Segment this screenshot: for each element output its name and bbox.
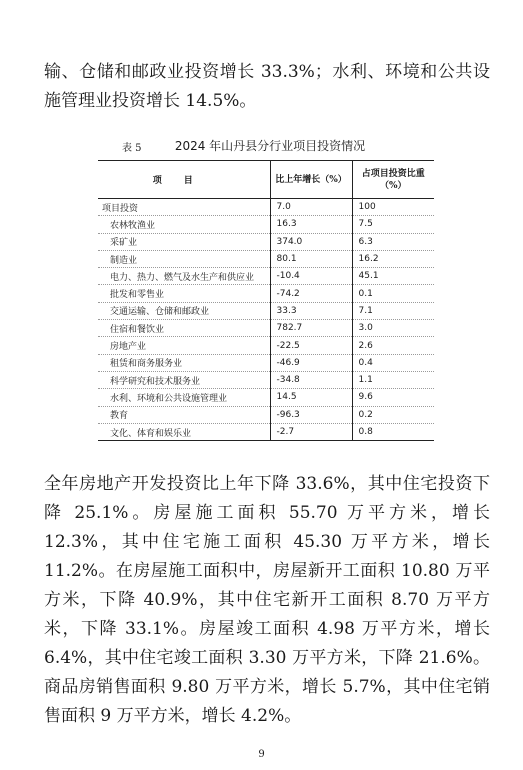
- row-industry-name: 制造业: [98, 250, 270, 267]
- row-share-value: 3.0: [352, 320, 434, 337]
- row-industry-name: 科学研究和技术服务业: [98, 371, 270, 388]
- table-row: [98, 268, 434, 285]
- row-industry-name: 农林牧渔业: [98, 216, 270, 233]
- row-industry-name: 电力、热力、燃气及水生产和供应业: [98, 268, 270, 285]
- header-growth: 比上年增长（%）: [270, 161, 352, 199]
- row-share-value: 0.1: [352, 285, 434, 302]
- row-growth-value: 33.3: [270, 302, 352, 319]
- row-share-value: 0.8: [352, 423, 434, 440]
- table-row: [98, 216, 434, 233]
- row-share-value: 45.1: [352, 268, 434, 285]
- row-share-value: 6.3: [352, 233, 434, 250]
- row-share-value: 7.1: [352, 302, 434, 319]
- table-body: [98, 199, 434, 441]
- table-row: [98, 371, 434, 388]
- row-industry-name: 文化、体育和娱乐业: [98, 423, 270, 440]
- table-label: 表 5: [122, 143, 142, 154]
- row-growth-value: 14.5: [270, 389, 352, 406]
- table-row: [98, 337, 434, 354]
- row-industry-name: 批发和零售业: [98, 285, 270, 302]
- table-row: [98, 199, 434, 216]
- row-growth-value: 782.7: [270, 320, 352, 337]
- investment-table: [98, 160, 434, 441]
- row-share-value: 100: [352, 199, 434, 216]
- row-share-value: 2.6: [352, 337, 434, 354]
- row-growth-value: 7.0: [270, 199, 352, 216]
- row-growth-value: -74.2: [270, 285, 352, 302]
- row-industry-name: 交通运输、仓储和邮政业: [98, 302, 270, 319]
- real-estate-paragraph: 全年房地产开发投资比上年下降 33.6%，其中住宅投资下降 25.1%。房屋施工面积 55.70 万平方米，增长 12.3%，其中住宅施工面积 45.30 万平方米，增长 11.2%。在房屋施工面积中，房屋新开工面积 10.80 万平方米，下降 40.9%，其中住宅新开工面积 8.70 万平方米，下降 33.1%。房屋竣工面积 4.98 万平方米，增长 6.4%，其中住宅竣工面积 3.30 万平方米，下降 21.6%。商品房销售面积 9.80 万平方米，增长 5.7%，其中住宅销售面积 9 万平方米，增长 4.2%。: [44, 474, 490, 726]
- row-growth-value: -46.9: [270, 354, 352, 371]
- table-row: [98, 423, 434, 440]
- header-item: 项目: [98, 161, 270, 199]
- row-share-value: 9.6: [352, 389, 434, 406]
- row-share-value: 1.1: [352, 371, 434, 388]
- table-row: [98, 389, 434, 406]
- table-title: 2024 年山丹县分行业项目投资情况: [174, 139, 366, 153]
- row-industry-name: 租赁和商务服务业: [98, 354, 270, 371]
- row-growth-value: 16.3: [270, 216, 352, 233]
- table-row: [98, 406, 434, 423]
- row-growth-value: 80.1: [270, 250, 352, 267]
- table-row: [98, 250, 434, 267]
- intro-paragraph: 输、仓储和邮政业投资增长 33.3%；水利、环境和公共设施管理业投资增长 14.5%。: [44, 62, 490, 111]
- row-share-value: 0.4: [352, 354, 434, 371]
- table-row: [98, 320, 434, 337]
- row-industry-name: 教育: [98, 406, 270, 423]
- table-row: [98, 285, 434, 302]
- table-row: [98, 302, 434, 319]
- row-industry-name: 水利、环境和公共设施管理业: [98, 389, 270, 406]
- table-header-row: [98, 161, 434, 199]
- row-share-value: 7.5: [352, 216, 434, 233]
- row-growth-value: -2.7: [270, 423, 352, 440]
- header-share: 占项目投资比重（%）: [352, 161, 434, 199]
- row-share-value: 16.2: [352, 250, 434, 267]
- page-number: 9: [258, 749, 265, 760]
- row-growth-value: -22.5: [270, 337, 352, 354]
- row-share-value: 0.2: [352, 406, 434, 423]
- table-row: [98, 233, 434, 250]
- row-growth-value: -96.3: [270, 406, 352, 423]
- row-growth-value: 374.0: [270, 233, 352, 250]
- table-row: [98, 354, 434, 371]
- row-growth-value: -10.4: [270, 268, 352, 285]
- row-industry-name: 住宿和餐饮业: [98, 320, 270, 337]
- row-growth-value: -34.8: [270, 371, 352, 388]
- row-industry-name: 房地产业: [98, 337, 270, 354]
- row-industry-name: 项目投资: [98, 199, 270, 216]
- row-industry-name: 采矿业: [98, 233, 270, 250]
